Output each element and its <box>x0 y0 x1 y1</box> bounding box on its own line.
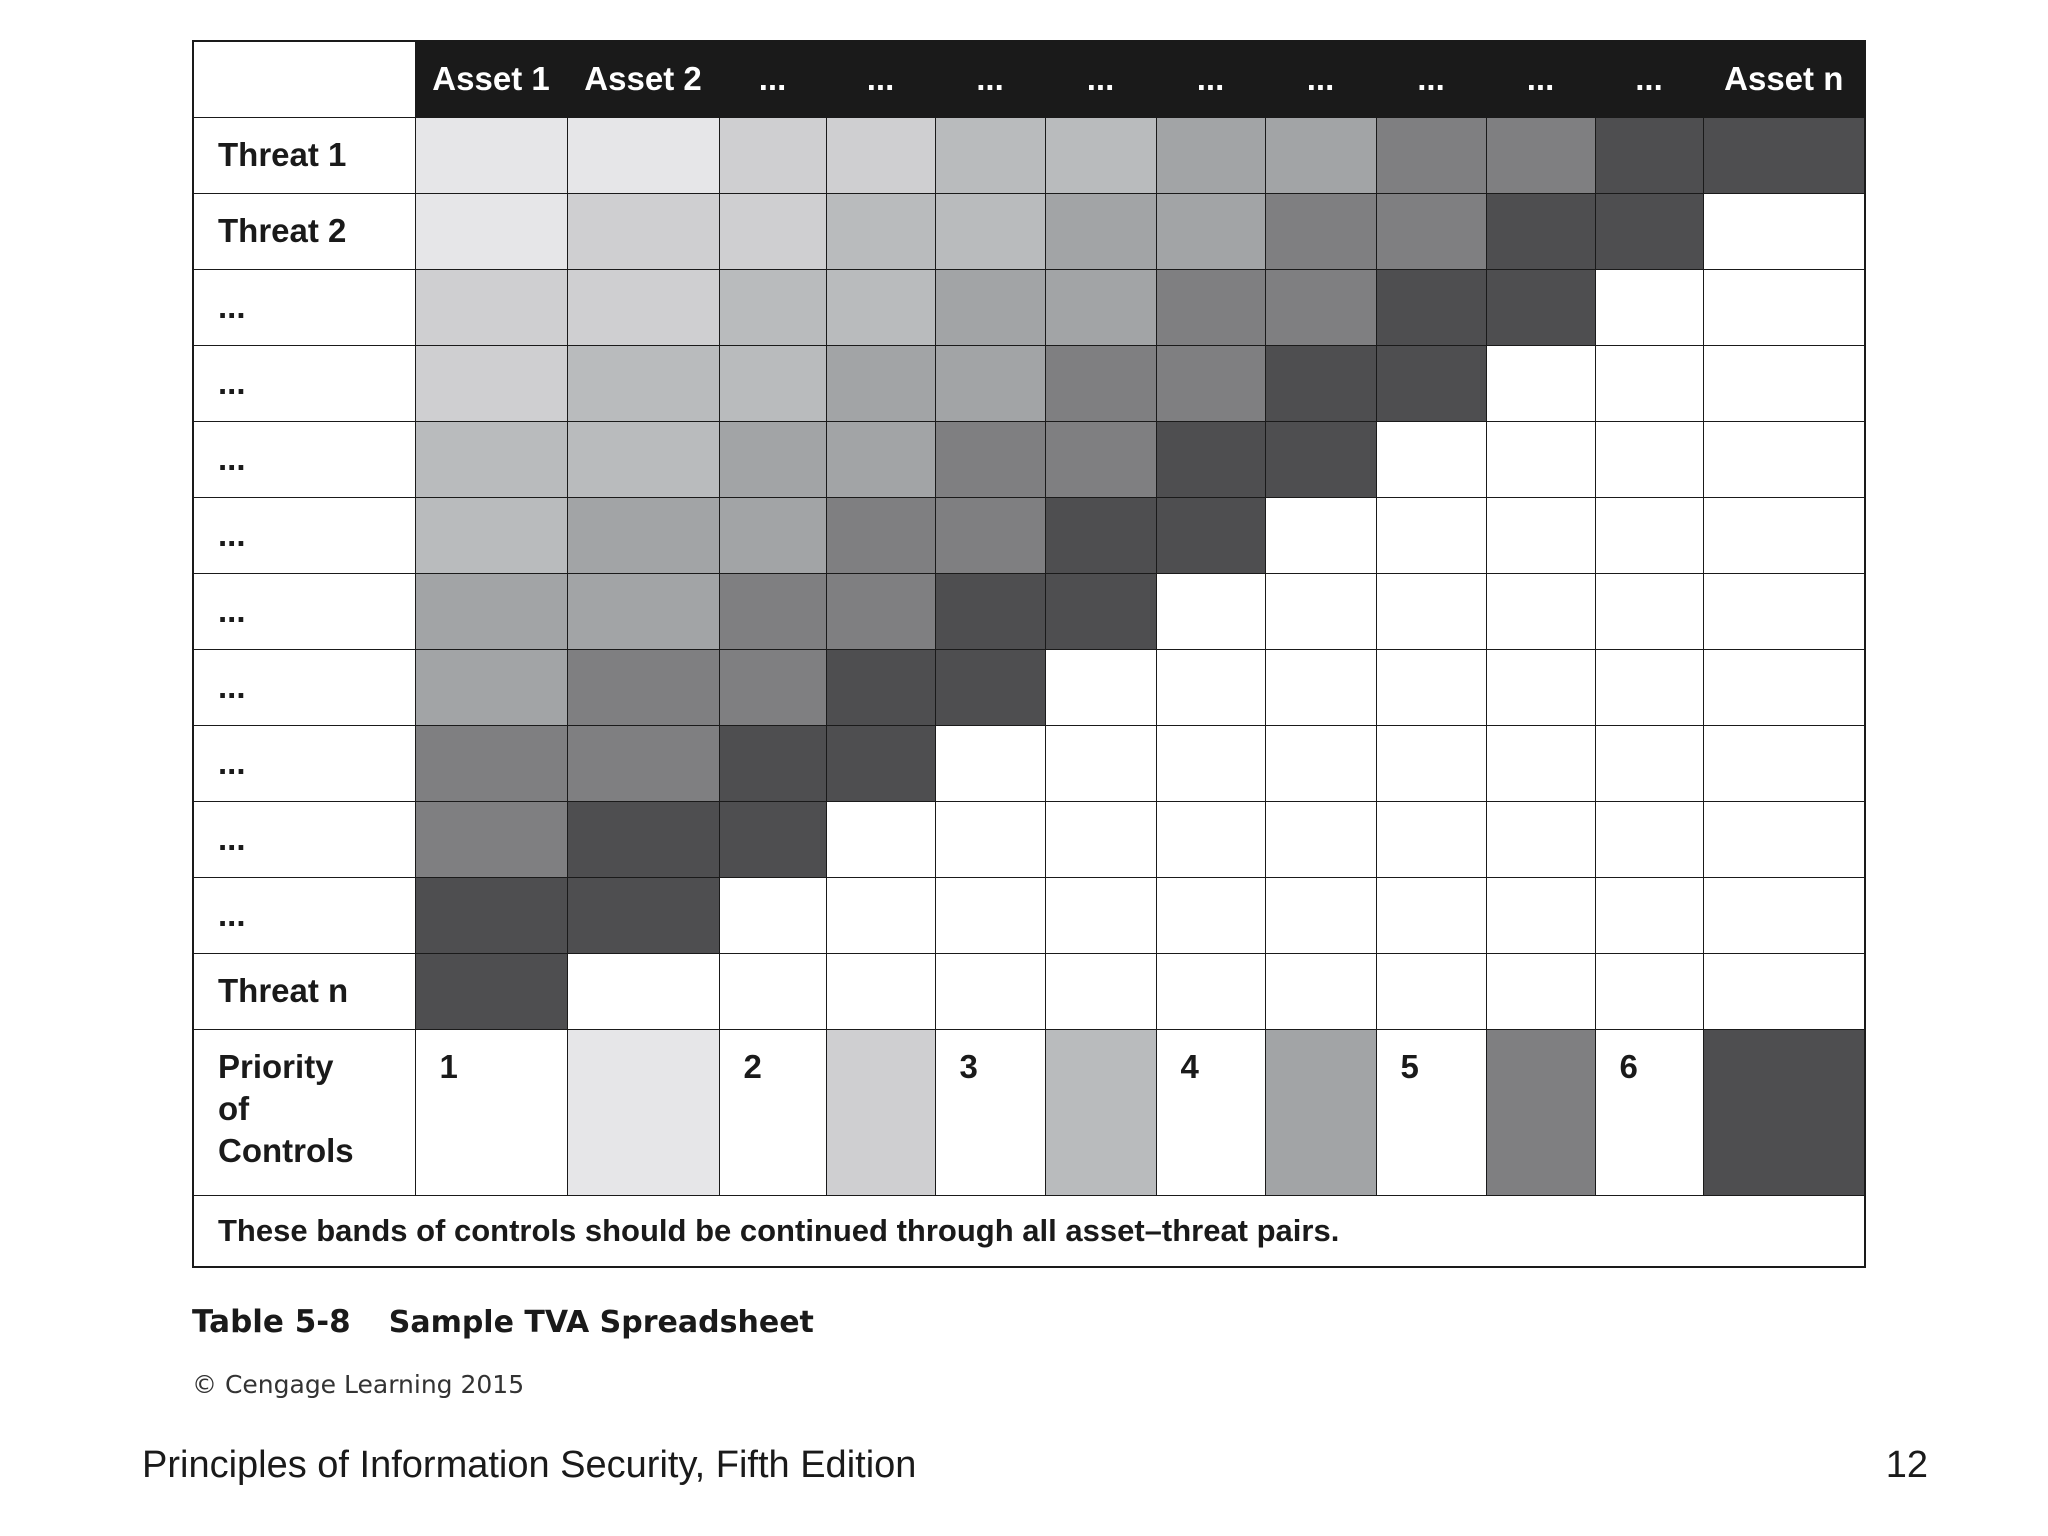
tva-cell <box>1156 117 1265 193</box>
column-header: ... <box>1486 41 1595 117</box>
priority-label-line: Controls <box>218 1131 354 1169</box>
column-header: ... <box>935 41 1045 117</box>
column-header: ... <box>1045 41 1156 117</box>
header-row <box>193 41 1865 117</box>
tva-cell <box>1265 421 1376 497</box>
tva-cell <box>1265 649 1376 725</box>
tva-cell <box>1486 345 1595 421</box>
tva-cell <box>1703 801 1865 877</box>
tva-cell <box>1265 193 1376 269</box>
priority-swatch <box>1265 1029 1376 1195</box>
column-header: ... <box>1156 41 1265 117</box>
tva-cell <box>826 345 935 421</box>
tva-cell <box>1376 497 1486 573</box>
tva-cell <box>1595 877 1703 953</box>
tva-cell <box>415 801 567 877</box>
tva-cell <box>1045 649 1156 725</box>
tva-cell <box>415 953 567 1029</box>
threat-row-label: Threat n <box>193 953 415 1029</box>
tva-cell <box>1595 421 1703 497</box>
tva-cell <box>1703 345 1865 421</box>
tva-cell <box>719 269 826 345</box>
tva-cell <box>826 573 935 649</box>
tva-cell <box>826 193 935 269</box>
tva-cell <box>1595 269 1703 345</box>
tva-cell <box>1045 953 1156 1029</box>
tva-cell <box>1703 877 1865 953</box>
threat-row-label: ... <box>193 649 415 725</box>
tva-cell <box>826 497 935 573</box>
tva-cell <box>1595 649 1703 725</box>
tva-cell <box>1156 497 1265 573</box>
column-header: ... <box>719 41 826 117</box>
tva-cell <box>1045 421 1156 497</box>
tva-cell <box>1376 573 1486 649</box>
tva-cell <box>1703 193 1865 269</box>
tva-cell <box>1156 953 1265 1029</box>
tva-cell <box>935 497 1045 573</box>
note-row <box>193 1195 1865 1267</box>
threat-row-label: ... <box>193 269 415 345</box>
threat-row <box>193 345 1865 421</box>
table-caption <box>192 1304 814 1340</box>
tva-cell <box>415 725 567 801</box>
tva-cell <box>826 269 935 345</box>
tva-cell <box>415 117 567 193</box>
priority-level-number: 5 <box>1376 1029 1486 1195</box>
tva-spreadsheet-table <box>192 40 1866 1268</box>
priority-label-line: Priority <box>218 1047 334 1085</box>
priority-level-number: 3 <box>935 1029 1045 1195</box>
threat-row-label: Threat 2 <box>193 193 415 269</box>
tva-cell <box>826 877 935 953</box>
threat-row-label: ... <box>193 573 415 649</box>
threat-row-label: ... <box>193 725 415 801</box>
tva-cell <box>1376 953 1486 1029</box>
tva-cell <box>1045 117 1156 193</box>
tva-cell <box>935 801 1045 877</box>
tva-cell <box>1156 193 1265 269</box>
threat-row <box>193 953 1865 1029</box>
priority-swatch <box>1045 1029 1156 1195</box>
corner-cell <box>193 41 415 117</box>
tva-cell <box>1486 725 1595 801</box>
column-header: ... <box>1265 41 1376 117</box>
tva-cell <box>1045 497 1156 573</box>
tva-cell <box>567 649 719 725</box>
tva-cell <box>826 725 935 801</box>
caption-title: Sample TVA Spreadsheet <box>388 1305 814 1340</box>
tva-cell <box>1156 649 1265 725</box>
tva-cell <box>1265 877 1376 953</box>
tva-cell <box>1156 269 1265 345</box>
tva-cell <box>1486 877 1595 953</box>
priority-label <box>193 1029 415 1195</box>
tva-cell <box>1486 497 1595 573</box>
tva-cell <box>1045 801 1156 877</box>
tva-cell <box>1156 877 1265 953</box>
tva-cell <box>1265 497 1376 573</box>
tva-cell <box>567 345 719 421</box>
tva-cell <box>1595 497 1703 573</box>
priority-level-number: 2 <box>719 1029 826 1195</box>
tva-cell <box>719 345 826 421</box>
tva-cell <box>567 269 719 345</box>
tva-cell <box>1703 497 1865 573</box>
tva-cell <box>826 801 935 877</box>
tva-cell <box>719 877 826 953</box>
threat-row-label: ... <box>193 801 415 877</box>
threat-row <box>193 573 1865 649</box>
tva-cell <box>1045 877 1156 953</box>
tva-cell <box>935 953 1045 1029</box>
threat-row <box>193 193 1865 269</box>
tva-cell <box>935 725 1045 801</box>
tva-cell <box>1045 345 1156 421</box>
threat-row <box>193 421 1865 497</box>
threat-row <box>193 725 1865 801</box>
priority-level-number: 1 <box>415 1029 567 1195</box>
tva-cell <box>1486 953 1595 1029</box>
tva-cell <box>935 345 1045 421</box>
threat-row-label: ... <box>193 497 415 573</box>
tva-cell <box>1156 421 1265 497</box>
tva-cell <box>1376 269 1486 345</box>
tva-cell <box>1376 801 1486 877</box>
tva-cell <box>567 421 719 497</box>
priority-row <box>193 1029 1865 1195</box>
tva-cell <box>567 193 719 269</box>
tva-cell <box>1265 953 1376 1029</box>
tva-cell <box>1595 801 1703 877</box>
tva-cell <box>1376 117 1486 193</box>
tva-cell <box>567 801 719 877</box>
tva-cell <box>1265 269 1376 345</box>
tva-cell <box>935 649 1045 725</box>
tva-cell <box>719 725 826 801</box>
tva-cell <box>1156 573 1265 649</box>
tva-cell <box>719 801 826 877</box>
tva-cell <box>1156 345 1265 421</box>
tva-cell <box>1156 725 1265 801</box>
copyright-notice: © Cengage Learning 2015 <box>192 1370 525 1399</box>
tva-cell <box>1703 573 1865 649</box>
tva-cell <box>1703 953 1865 1029</box>
tva-cell <box>719 953 826 1029</box>
priority-swatch <box>826 1029 935 1195</box>
priority-level-number: 6 <box>1595 1029 1703 1195</box>
column-header: Asset 1 <box>415 41 567 117</box>
tva-cell <box>1595 573 1703 649</box>
tva-cell <box>1265 573 1376 649</box>
tva-cell <box>415 193 567 269</box>
tva-cell <box>1595 345 1703 421</box>
column-header: ... <box>826 41 935 117</box>
tva-cell <box>567 953 719 1029</box>
tva-cell <box>935 193 1045 269</box>
tva-cell <box>1376 725 1486 801</box>
table-note: These bands of controls should be continued through all asset–threat pairs. <box>193 1195 1865 1267</box>
threat-row-label: ... <box>193 421 415 497</box>
tva-cell <box>719 649 826 725</box>
tva-cell <box>935 269 1045 345</box>
threat-row-label: ... <box>193 345 415 421</box>
threat-row <box>193 269 1865 345</box>
tva-cell <box>1376 345 1486 421</box>
threat-row-label: Threat 1 <box>193 117 415 193</box>
tva-cell <box>1595 117 1703 193</box>
tva-cell <box>719 497 826 573</box>
tva-cell <box>826 117 935 193</box>
column-header: ... <box>1595 41 1703 117</box>
threat-row <box>193 877 1865 953</box>
tva-cell <box>1376 649 1486 725</box>
tva-cell <box>935 877 1045 953</box>
tva-cell <box>1703 421 1865 497</box>
tva-cell <box>1703 649 1865 725</box>
tva-cell <box>719 193 826 269</box>
column-header: Asset n <box>1703 41 1865 117</box>
tva-cell <box>1265 801 1376 877</box>
threat-row <box>193 801 1865 877</box>
priority-swatch <box>1703 1029 1865 1195</box>
threat-row-label: ... <box>193 877 415 953</box>
tva-cell <box>415 877 567 953</box>
tva-cell <box>935 421 1045 497</box>
tva-cell <box>1045 269 1156 345</box>
tva-cell <box>1486 573 1595 649</box>
tva-cell <box>415 497 567 573</box>
tva-cell <box>415 649 567 725</box>
tva-cell <box>1376 421 1486 497</box>
column-header: Asset 2 <box>567 41 719 117</box>
priority-swatch <box>1486 1029 1595 1195</box>
tva-cell <box>1486 801 1595 877</box>
column-header: ... <box>1376 41 1486 117</box>
page-number: 12 <box>1885 1444 1928 1486</box>
tva-cell <box>1265 117 1376 193</box>
tva-cell <box>1595 725 1703 801</box>
tva-cell <box>1045 193 1156 269</box>
threat-row <box>193 649 1865 725</box>
tva-cell <box>1703 117 1865 193</box>
footer-book-title: Principles of Information Security, Fifth Edition <box>142 1444 917 1486</box>
tva-cell <box>1376 877 1486 953</box>
tva-cell <box>826 649 935 725</box>
tva-cell <box>719 421 826 497</box>
tva-cell <box>1045 725 1156 801</box>
tva-cell <box>415 269 567 345</box>
tva-cell <box>1265 345 1376 421</box>
tva-cell <box>719 117 826 193</box>
tva-cell <box>567 497 719 573</box>
tva-cell <box>415 421 567 497</box>
tva-cell <box>415 345 567 421</box>
tva-cell <box>719 573 826 649</box>
priority-level-number: 4 <box>1156 1029 1265 1195</box>
tva-cell <box>1045 573 1156 649</box>
tva-cell <box>567 117 719 193</box>
tva-cell <box>1486 649 1595 725</box>
tva-cell <box>1595 193 1703 269</box>
tva-cell <box>567 573 719 649</box>
tva-cell <box>935 573 1045 649</box>
tva-cell <box>567 725 719 801</box>
tva-cell <box>1486 117 1595 193</box>
tva-cell <box>935 117 1045 193</box>
tva-cell <box>1265 725 1376 801</box>
tva-cell <box>1486 193 1595 269</box>
tva-cell <box>1703 725 1865 801</box>
tva-cell <box>1595 953 1703 1029</box>
tva-cell <box>826 953 935 1029</box>
threat-rows <box>193 117 1865 1267</box>
tva-cell <box>1486 421 1595 497</box>
tva-cell <box>1703 269 1865 345</box>
tva-cell <box>1156 801 1265 877</box>
tva-cell <box>826 421 935 497</box>
priority-swatch <box>567 1029 719 1195</box>
tva-cell <box>1486 269 1595 345</box>
priority-label-line: of <box>218 1089 250 1127</box>
tva-cell <box>415 573 567 649</box>
caption-number: Table 5-8 <box>192 1304 351 1340</box>
threat-row <box>193 117 1865 193</box>
tva-cell <box>1376 193 1486 269</box>
threat-row <box>193 497 1865 573</box>
tva-cell <box>567 877 719 953</box>
